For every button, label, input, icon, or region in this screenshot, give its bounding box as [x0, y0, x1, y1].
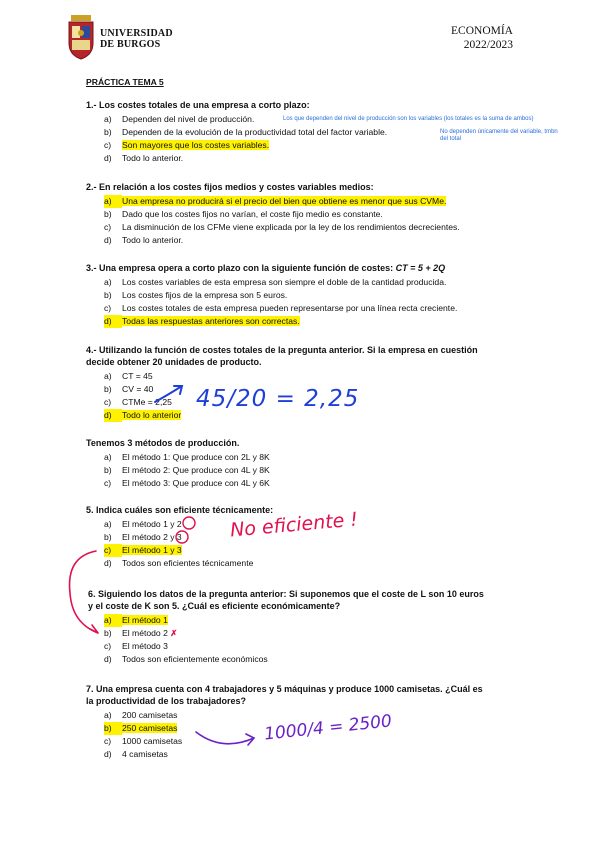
handwriting-q7: 1000/4 = 2500 [263, 711, 393, 745]
methods-intro: Tenemos 3 métodos de producción. [86, 438, 240, 448]
question-4: 4.- Utilizando la función de costes totales de la pregunta anterior. Si la empresa en cuestión decide obtener 20 unidades de producto. [86, 345, 478, 367]
question-1: 1.- Los costes totales de una empresa a corto plazo: [86, 100, 310, 110]
option-q1-c: c) Son mayores que los costes variables. [104, 140, 270, 150]
arrow-annotation-q4 [152, 380, 192, 410]
university-line2: DE BURGOS [100, 39, 161, 50]
option-q6-d: d) Todos son eficientemente económicos [104, 654, 268, 664]
crest-icon [66, 13, 96, 61]
question-3: 3.- Una empresa opera a corto plazo con la siguiente función de costes: CT = 5 + 2Q [86, 263, 446, 273]
method-1: a) El método 1: Que produce con 2L y 8K [104, 452, 270, 462]
question-2: 2.- En relación a los costes fijos medios y costes variables medios: [86, 182, 374, 192]
option-q2-b: b) Dado que los costes fijos no varían, el coste fijo medio es constante. [104, 209, 383, 219]
cross-icon: ✗ [170, 628, 178, 638]
university-line1: UNIVERSIDAD [100, 28, 173, 39]
option-q5-a: a) El método 1 y 2 [104, 519, 182, 529]
options-q6 [104, 614, 268, 666]
option-q4-a: a) CT = 45 [104, 371, 153, 381]
option-q2-d: d) Todo lo anterior. [104, 235, 184, 245]
note-q1-b: No dependen únicamente del variable, tmbn del total [440, 129, 558, 142]
note-q1-a: Los que dependen del nivel de producción son los variables (los totales es la suma de ambos) [283, 116, 534, 122]
method-2: b) El método 2: Que produce con 4L y 8K [104, 465, 270, 475]
option-q4-c: c) CTMe = 2,25 [104, 397, 172, 407]
handwriting-q5: No eficiente ! [229, 508, 359, 542]
options-q7 [104, 709, 182, 761]
question-5: 5. Indica cuáles son eficiente técnicamente: [86, 505, 274, 515]
page-title: PRÁCTICA TEMA 5 [86, 77, 164, 87]
option-q1-d: d) Todo lo anterior. [104, 153, 184, 163]
option-q1-a: a) Dependen del nivel de producción. [104, 114, 255, 124]
options-q3 [104, 276, 457, 328]
question-6: 6. Siguiendo los datos de la pregunta anterior: Si suponemos que el coste de L son 10 euros y el coste de K son 5. ¿Cuál es eficiente económicamente? [88, 589, 484, 611]
option-q3-a: a) Los costes variables de esta empresa son siempre el doble de la cantidad producida. [104, 277, 447, 287]
option-q7-d: d) 4 camisetas [104, 749, 168, 759]
option-q6-b: b) El método 2 ✗ [104, 628, 178, 638]
option-q3-d: d) Todas las respuestas anteriores son correctas. [104, 316, 300, 326]
subject-label: ECONOMÍA [451, 25, 513, 37]
option-q7-c: c) 1000 camisetas [104, 736, 183, 746]
option-q5-d: d) Todos son eficientes técnicamente [104, 558, 254, 568]
option-q2-c: c) La disminución de los CFMe viene explicada por la ley de los rendimientos decrecientes. [104, 222, 460, 232]
arrow-annotation-q7 [192, 718, 262, 748]
option-q7-b: b) 250 camisetas [104, 723, 178, 733]
option-q3-c: c) Los costes totales de esta empresa pueden representarse por una línea recta creciente. [104, 303, 458, 313]
option-q4-d: d) Todo lo anterior [104, 410, 182, 420]
method-3: c) El método 3: Que produce con 4L y 6K [104, 478, 270, 488]
option-q6-a: a) El método 1 [104, 615, 168, 625]
question-7: 7. Una empresa cuenta con 4 trabajadores y 5 máquinas y produce 1000 camisetas. ¿Cuál es la productividad de los trabajadores? [86, 684, 483, 706]
university-logo [66, 13, 96, 61]
option-q7-a: a) 200 camisetas [104, 710, 178, 720]
course-info [451, 24, 513, 52]
option-q5-b: b) El método 2 y 3 [104, 532, 182, 542]
methods-list [104, 451, 270, 490]
option-q2-a: a) Una empresa no producirá si el precio del bien que obtiene es menor que sus CVMe. [104, 196, 447, 206]
options-q2 [104, 195, 460, 247]
option-q1-b: b) Dependen de la evolución de la productividad total del factor variable. [104, 127, 388, 137]
handwriting-q4: 45/20 = 2,25 [196, 386, 360, 412]
option-q5-c: c) El método 1 y 3 [104, 545, 182, 555]
option-q4-b: b) CV = 40 [104, 384, 154, 394]
option-q3-b: b) Los costes fijos de la empresa son 5 euros. [104, 290, 288, 300]
academic-year: 2022/2023 [463, 39, 513, 51]
option-q6-c: c) El método 3 [104, 641, 168, 651]
university-name [100, 28, 173, 50]
